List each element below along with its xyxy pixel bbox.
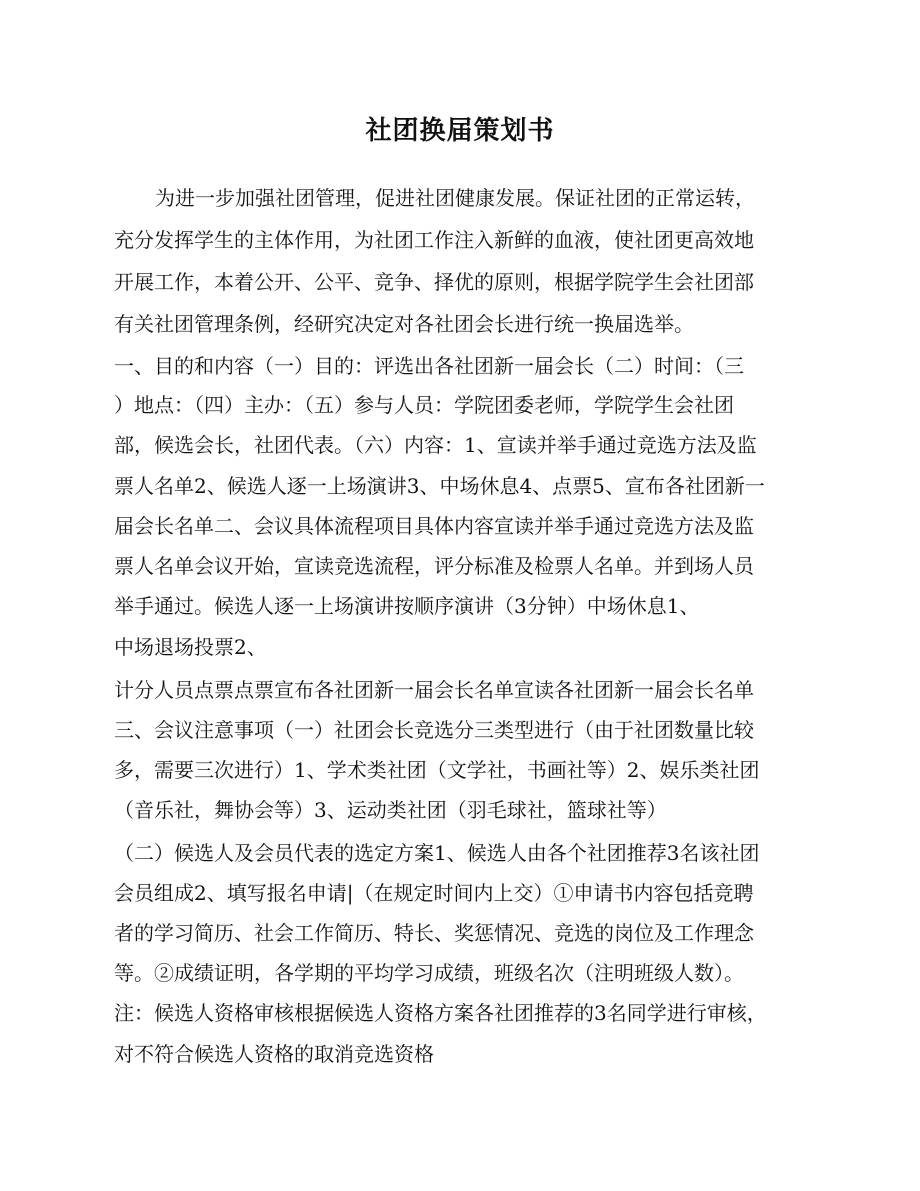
paragraph-line: 部，候选会长，社团代表。（六）内容：1、宣读并举手通过竞选方法及监 (114, 433, 757, 457)
document-title: 社团换届策划书 (365, 116, 555, 146)
paragraph-line: 等。②成绩证明，各学期的平均学习成绩，班级名次（注明班级人数）。 (114, 961, 744, 985)
paragraph-line: 多，需要三次进行）1、学术类社团（文学社，书画社等）2、娱乐类社团 (114, 758, 760, 782)
paragraph-line: 中场退场投票2、 (114, 635, 267, 659)
paragraph-line: ）地点：（四）主办：（五）参与人员：学院团委老师，学院学生会社团 (114, 393, 734, 417)
paragraph-line: 者的学习简历、社会工作简历、特长、奖惩情况、竞选的岗位及工作理念 (114, 921, 754, 945)
paragraph-line: 对不符合候选人资格的取消竞选资格 (114, 1042, 434, 1066)
paragraph-line: 会员组成2、填写报名申请|（在规定时间内上交）①申请书内容包括竞聘 (114, 881, 754, 905)
paragraph-line: 三、会议注意事项（一）社团会长竞选分三类型进行（由于社团数量比较 (114, 718, 754, 742)
paragraph-line: 为进一步加强社团管理，促进社团健康发展。保证社团的正常运转， (155, 186, 755, 210)
paragraph-line: （二）候选人及会员代表的选定方案1、候选人由各个社团推荐3名该社团 (114, 841, 760, 865)
paragraph-line: 举手通过。候选人逐一上场演讲按顺序演讲（3分钟）中场休息1、 (114, 594, 700, 618)
paragraph-line: 一、目的和内容（一）目的：评选出各社团新一届会长（二）时间：（三 (114, 354, 744, 378)
paragraph-line: 开展工作，本着公开、公平、竞争、择优的原则，根据学院学生会社团部 (114, 270, 754, 294)
paragraph-line: 票人名单2、候选人逐一上场演讲3、中场休息4、点票5、宣布各社团新一 (114, 474, 765, 498)
paragraph-line: 票人名单会议开始，宣读竞选流程，评分标准及检票人名单。并到场人员 (114, 554, 754, 578)
paragraph-line: 计分人员点票点票宣布各社团新一届会长名单宣读各社团新一届会长名单 (114, 678, 754, 702)
paragraph-line: 有关社团管理条例，经研究决定对各社团会长进行统一换届选举。 (114, 312, 694, 336)
paragraph-line: 届会长名单二、会议具体流程项目具体内容宣读并举手通过竞选方法及监 (114, 514, 754, 538)
paragraph-line: （音乐社，舞协会等）3、运动类社团（羽毛球社，篮球社等） (114, 798, 667, 822)
paragraph-line: 注：候选人资格审核根据候选人资格方案各社团推荐的3名同学进行审核， (114, 1001, 767, 1025)
paragraph-line: 充分发挥学生的主体作用，为社团工作注入新鲜的血液，使社团更高效地 (114, 228, 754, 252)
